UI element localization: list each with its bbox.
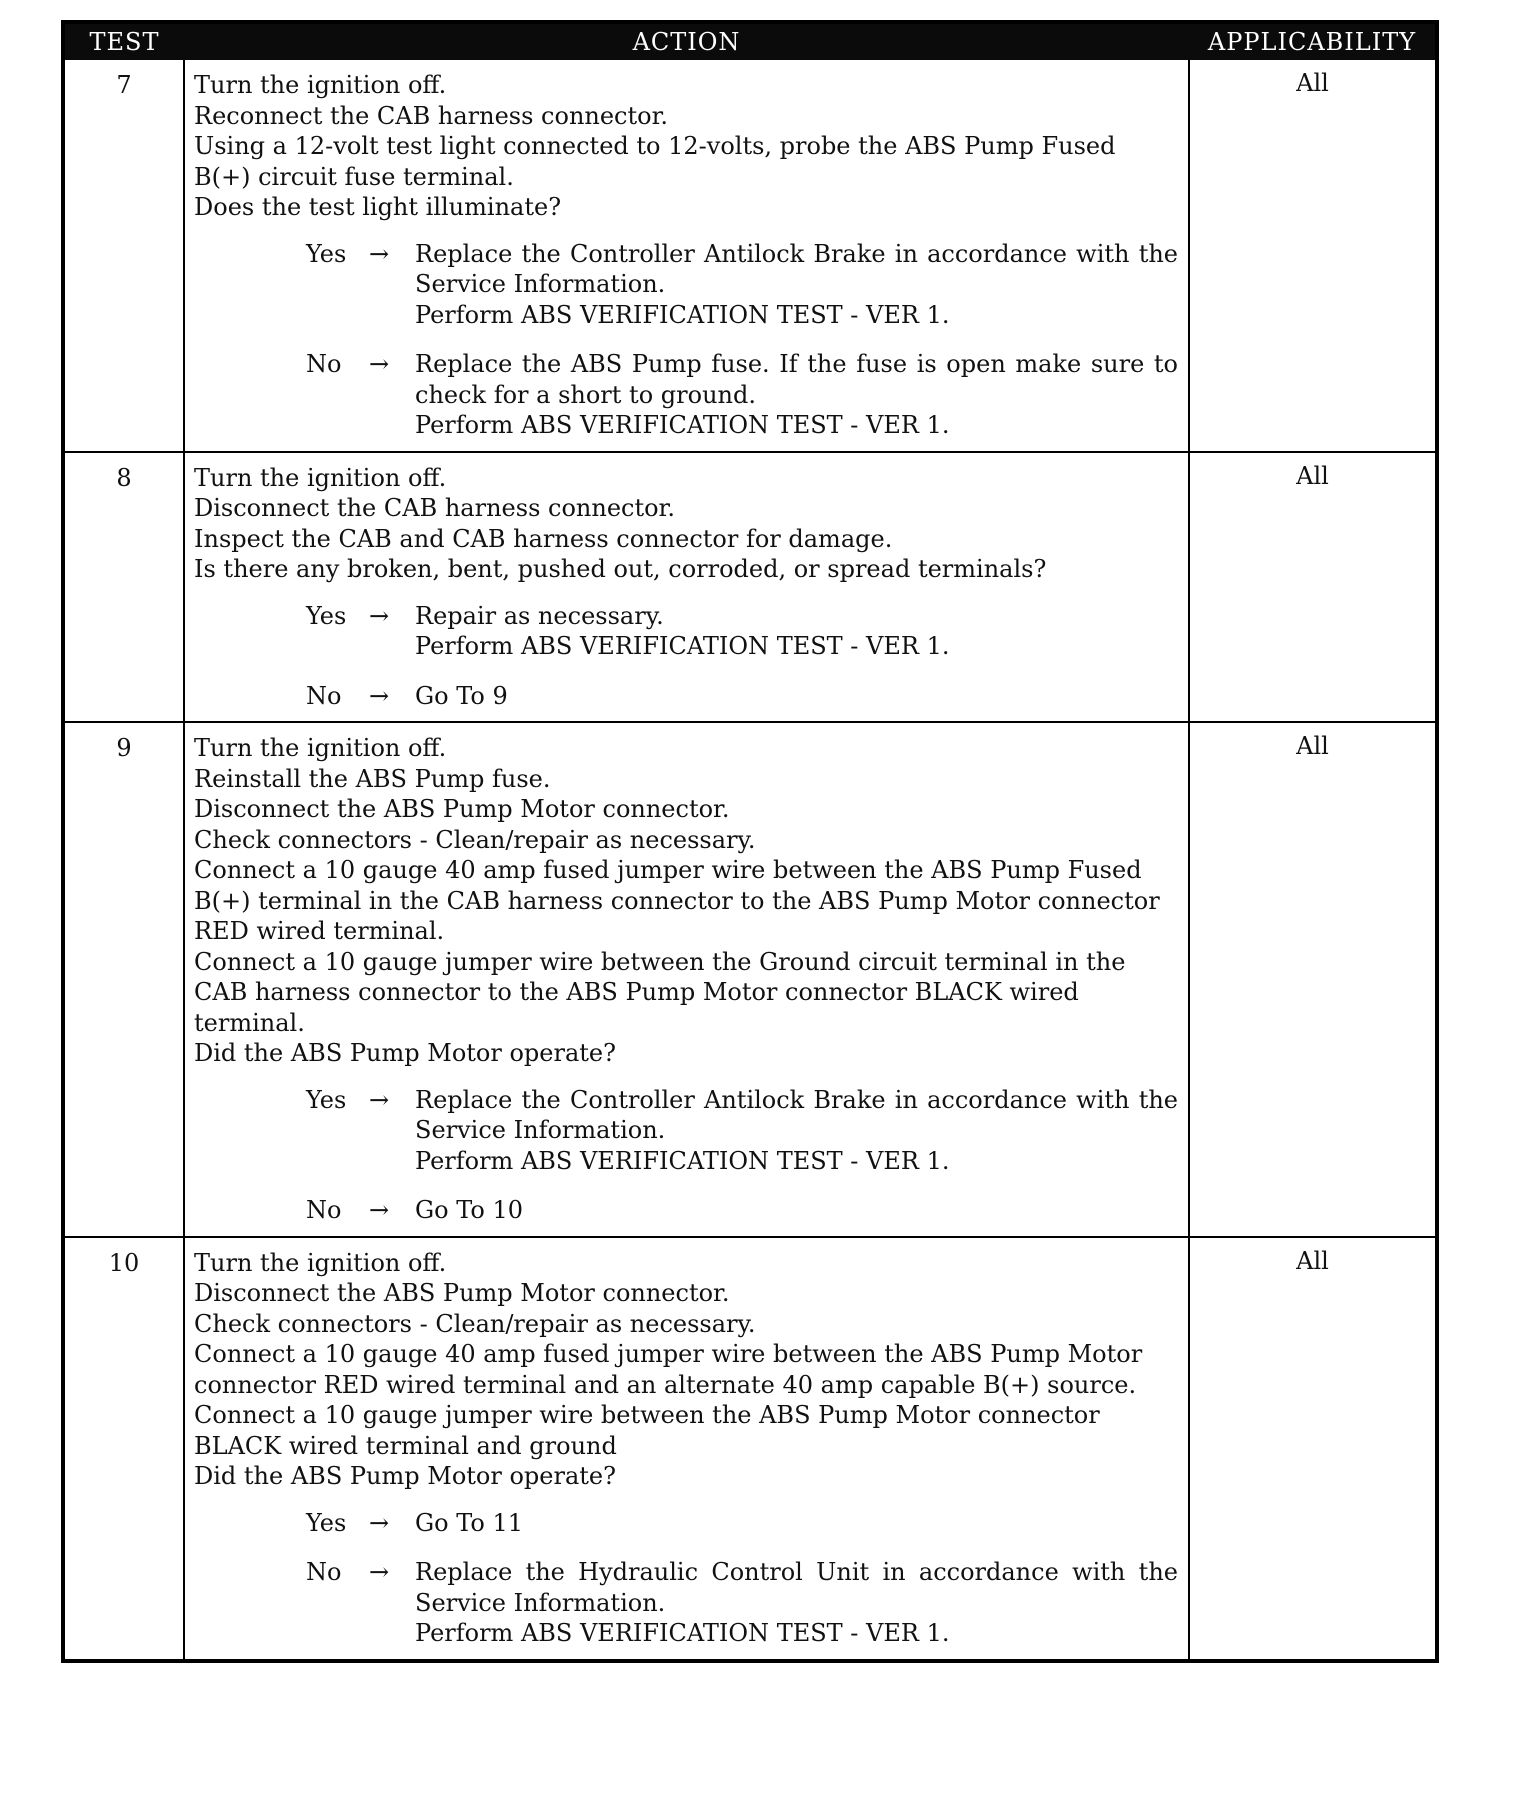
outcome-line: Perform ABS VERIFICATION TEST - VER 1. [415, 1146, 950, 1175]
outcome-text [415, 1557, 1178, 1649]
action-step: Turn the ignition off. [194, 1248, 447, 1277]
test-number: 7 [65, 60, 184, 452]
no-outcome [194, 681, 1178, 712]
action-step: Disconnect the CAB harness connector. [194, 494, 676, 522]
outcome-line: Perform ABS VERIFICATION TEST - VER 1. [415, 1619, 950, 1647]
header-action: ACTION [184, 24, 1189, 60]
table-row [65, 452, 1435, 723]
outcome-line: Replace the ABS Pump fuse. If the fuse is open make sure to check for a short to ground. [415, 350, 1178, 409]
action-step: Connect a 10 gauge jumper wire between the ABS Pump Motor connector BLACK wired terminal and ground [194, 1401, 1100, 1460]
yes-outcome [194, 239, 1178, 331]
yes-outcome [194, 1508, 1178, 1539]
outcome-line: Replace the Controller Antilock Brake in accordance with the Service Information. [415, 1085, 1178, 1144]
action-step: Does the test light illuminate? [194, 193, 562, 221]
table-row [65, 722, 1435, 1237]
outcome-line: Repair as necessary. [415, 601, 664, 630]
table-body [65, 60, 1435, 1659]
outcome-label: Yes [306, 601, 347, 630]
outcome-text [415, 239, 1178, 331]
arrow-right-icon: → [369, 601, 390, 630]
action-step: Reconnect the CAB harness connector. [194, 101, 669, 130]
arrow-right-icon: → [369, 1508, 390, 1537]
arrow-right-icon: → [369, 1196, 390, 1224]
outcome-text [415, 1508, 1178, 1539]
outcomes [194, 1085, 1178, 1226]
table-header [65, 24, 1435, 60]
outcomes [194, 239, 1178, 441]
diagnostic-test-table [61, 20, 1439, 1663]
table-row [65, 1237, 1435, 1659]
arrow-right-icon: → [369, 350, 390, 378]
action-step: Turn the ignition off. [194, 71, 447, 99]
header-applicability: APPLICABILITY [1189, 24, 1435, 60]
arrow-right-icon: → [369, 239, 390, 268]
header-row [65, 24, 1435, 60]
action-cell [184, 60, 1189, 452]
outcome-line: Perform ABS VERIFICATION TEST - VER 1. [415, 632, 950, 660]
outcome-line: Replace the Controller Antilock Brake in accordance with the Service Information. [415, 239, 1178, 298]
test-number: 9 [65, 722, 184, 1237]
outcome-label: No [306, 681, 342, 710]
outcome-text [415, 681, 1178, 712]
outcomes [194, 1508, 1178, 1649]
action-cell [184, 1237, 1189, 1659]
applicability-value: All [1296, 69, 1329, 97]
yes-outcome [194, 1085, 1178, 1177]
action-step: Disconnect the ABS Pump Motor connector. [194, 795, 730, 823]
test-number: 8 [65, 452, 184, 723]
action-step: Connect a 10 gauge 40 amp fused jumper wire between the ABS Pump Motor connector RED wired terminal and an alternate 40 amp capable B(+) source. [194, 1340, 1143, 1399]
action-step: Did the ABS Pump Motor operate? [194, 1462, 616, 1490]
header-test: TEST [65, 24, 184, 60]
outcome-line: Go To 10 [415, 1196, 524, 1224]
outcome-label: No [306, 1196, 342, 1224]
arrow-right-icon: → [369, 1085, 390, 1114]
action-step: Check connectors - Clean/repair as necessary. [194, 1309, 756, 1338]
test-number: 10 [65, 1237, 184, 1659]
table-row [65, 60, 1435, 452]
no-outcome [194, 1557, 1178, 1649]
action-step: Reinstall the ABS Pump fuse. [194, 764, 551, 793]
outcome-label: Yes [306, 1085, 347, 1114]
action-step: Did the ABS Pump Motor operate? [194, 1039, 616, 1067]
action-step: Check connectors - Clean/repair as necessary. [194, 825, 756, 854]
outcome-label: No [306, 350, 342, 378]
outcome-text [415, 1195, 1178, 1226]
arrow-right-icon: → [369, 1558, 390, 1586]
action-step: Turn the ignition off. [194, 734, 447, 762]
outcome-line: Replace the Hydraulic Control Unit in accordance with the Service Information. [415, 1558, 1178, 1617]
action-step: Using a 12-volt test light connected to 12-volts, probe the ABS Pump Fused B(+) circuit fuse terminal. [194, 132, 1116, 191]
outcome-line: Go To 11 [415, 1508, 524, 1537]
action-step: Turn the ignition off. [194, 463, 447, 492]
yes-outcome [194, 601, 1178, 662]
outcome-label: Yes [306, 239, 347, 268]
outcome-line: Perform ABS VERIFICATION TEST - VER 1. [415, 300, 950, 329]
outcome-text [415, 601, 1178, 662]
action-step: Disconnect the ABS Pump Motor connector. [194, 1279, 730, 1307]
outcome-label: No [306, 1558, 342, 1586]
outcome-text [415, 1085, 1178, 1177]
action-cell [184, 722, 1189, 1237]
applicability-value: All [1189, 722, 1435, 1237]
applicability-value: All [1189, 452, 1435, 723]
test-table [65, 24, 1435, 1659]
action-cell [184, 452, 1189, 723]
no-outcome [194, 349, 1178, 441]
applicability-value: All [1189, 1237, 1435, 1659]
action-step: Connect a 10 gauge 40 amp fused jumper wire between the ABS Pump Fused B(+) terminal in the CAB harness connector to the ABS Pump Motor connector RED wired terminal. [194, 856, 1160, 945]
outcome-label: Yes [306, 1508, 347, 1537]
action-step: Inspect the CAB and CAB harness connector for damage. [194, 524, 893, 553]
outcome-line: Perform ABS VERIFICATION TEST - VER 1. [415, 411, 950, 439]
outcome-line: Go To 9 [415, 681, 508, 710]
action-step: Connect a 10 gauge jumper wire between the Ground circuit terminal in the CAB harness connector to the ABS Pump Motor connector BLACK wired terminal. [194, 947, 1126, 1037]
outcomes [194, 601, 1178, 712]
arrow-right-icon: → [369, 681, 390, 710]
no-outcome [194, 1195, 1178, 1226]
outcome-text [415, 349, 1178, 441]
action-step: Is there any broken, bent, pushed out, corroded, or spread terminals? [194, 555, 1047, 583]
